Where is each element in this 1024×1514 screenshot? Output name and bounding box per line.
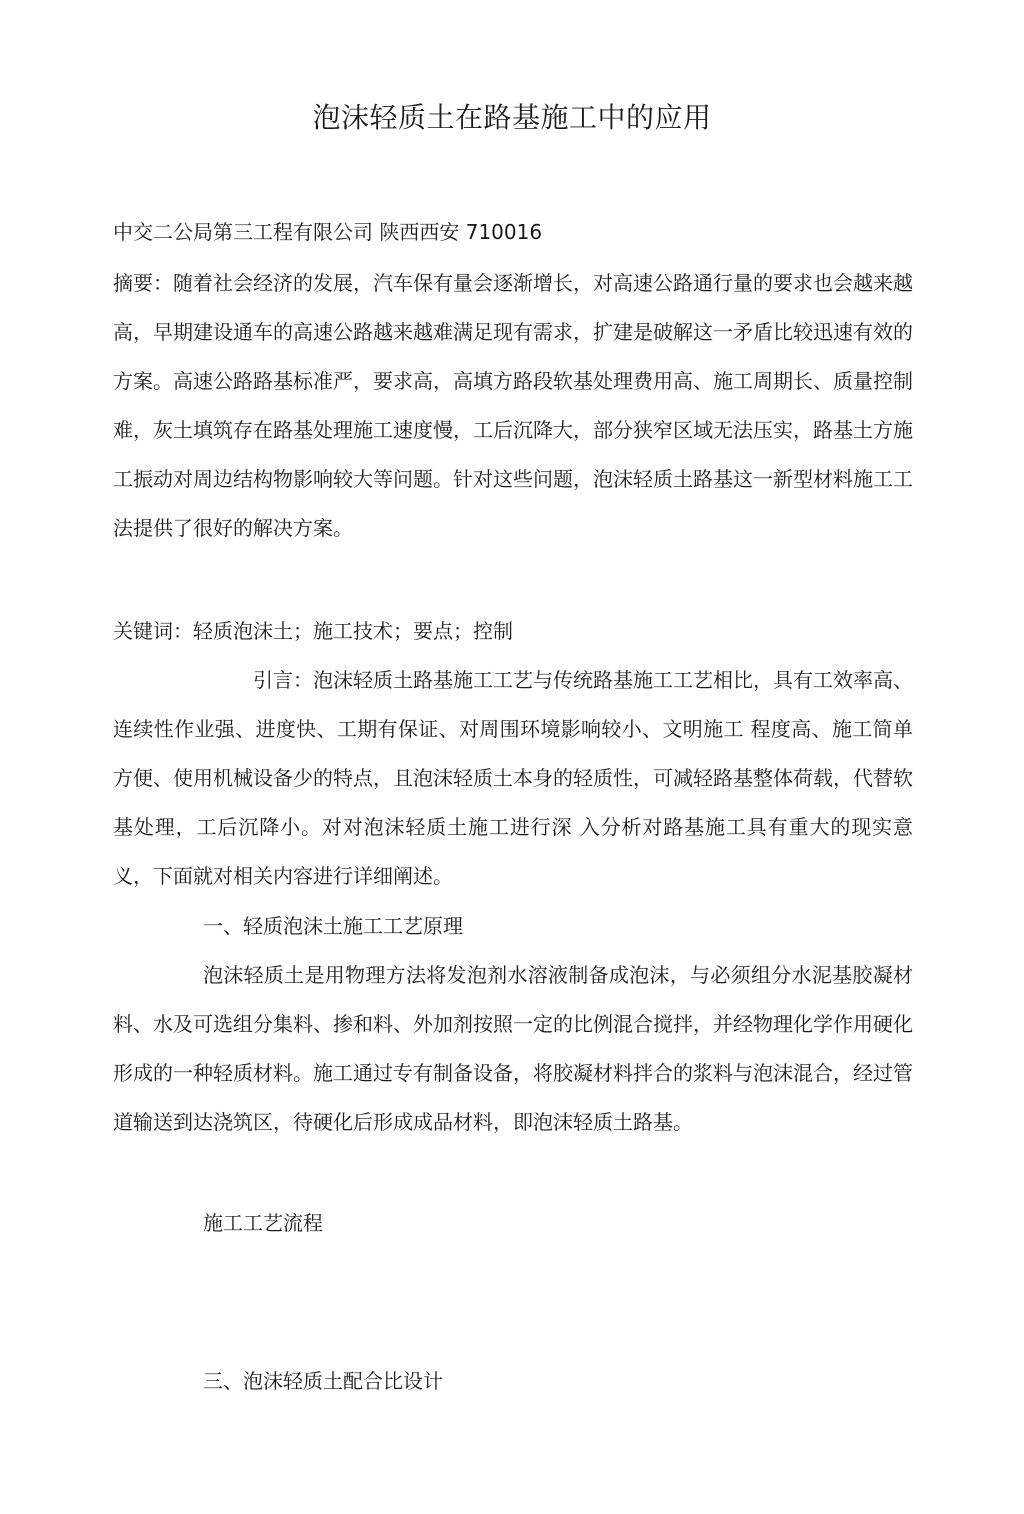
keywords-line: 关键词：轻质泡沫土；施工技术；要点；控制: [113, 619, 513, 643]
process-flow-heading: 施工工艺流程: [203, 1211, 323, 1235]
introduction-paragraph: 引言：泡沫轻质土路基施工工艺与传统路基施工工艺相比，具有工效率高、连续性作业强、进度快、工期有保证、对周围环境影响较小、文明施工 程度高、施工简单方便、使用机械设备少的特点，且泡沫轻质土本身的轻质性，可减轻路基整体荷载，代替软基处理，工后沉降小。对对泡沫轻质土施工进行深 入分析对路基施工具有重大的现实意义，下面就对相关内容进行详细阐述。: [113, 668, 913, 888]
section-3-heading: 三、泡沫轻质土配合比设计: [203, 1369, 443, 1393]
section-1-heading: 一、轻质泡沫土施工工艺原理: [203, 914, 463, 938]
author-affiliation: 中交二公局第三工程有限公司 陕西西安 710016: [113, 220, 543, 244]
page-title: 泡沫轻质土在路基施工中的应用: [312, 101, 712, 134]
abstract-paragraph: 摘要：随着社会经济的发展，汽车保有量会逐渐增长，对高速公路通行量的要求也会越来越高，早期建设通车的高速公路越来越难满足现有需求，扩建是破解这一矛盾比较迅速有效的方案。高速公路路基标准严，要求高，高填方路段软基处理费用高、施工周期长、质量控制难，灰土填筑存在路基处理施工速度慢，工后沉降大，部分狭窄区域无法压实，路基土方施工振动对周边结构物影响较大等问题。针对这些问题，泡沫轻质土路基这一新型材料施工工法提供了很好的解决方案。: [113, 271, 913, 540]
section-1-paragraph: 泡沫轻质土是用物理方法将发泡剂水溶液制备成泡沫，与必须组分水泥基胶凝材料、水及可选组分集料、掺和料、外加剂按照一定的比例混合搅拌，并经物理化学作用硬化形成的一种轻质材料。施工通过专有制备设备，将胶凝材料拌合的浆料与泡沫混合，经过管道输送到达浇筑区，待硬化后形成成品材料，即泡沫轻质土路基。: [113, 963, 913, 1134]
